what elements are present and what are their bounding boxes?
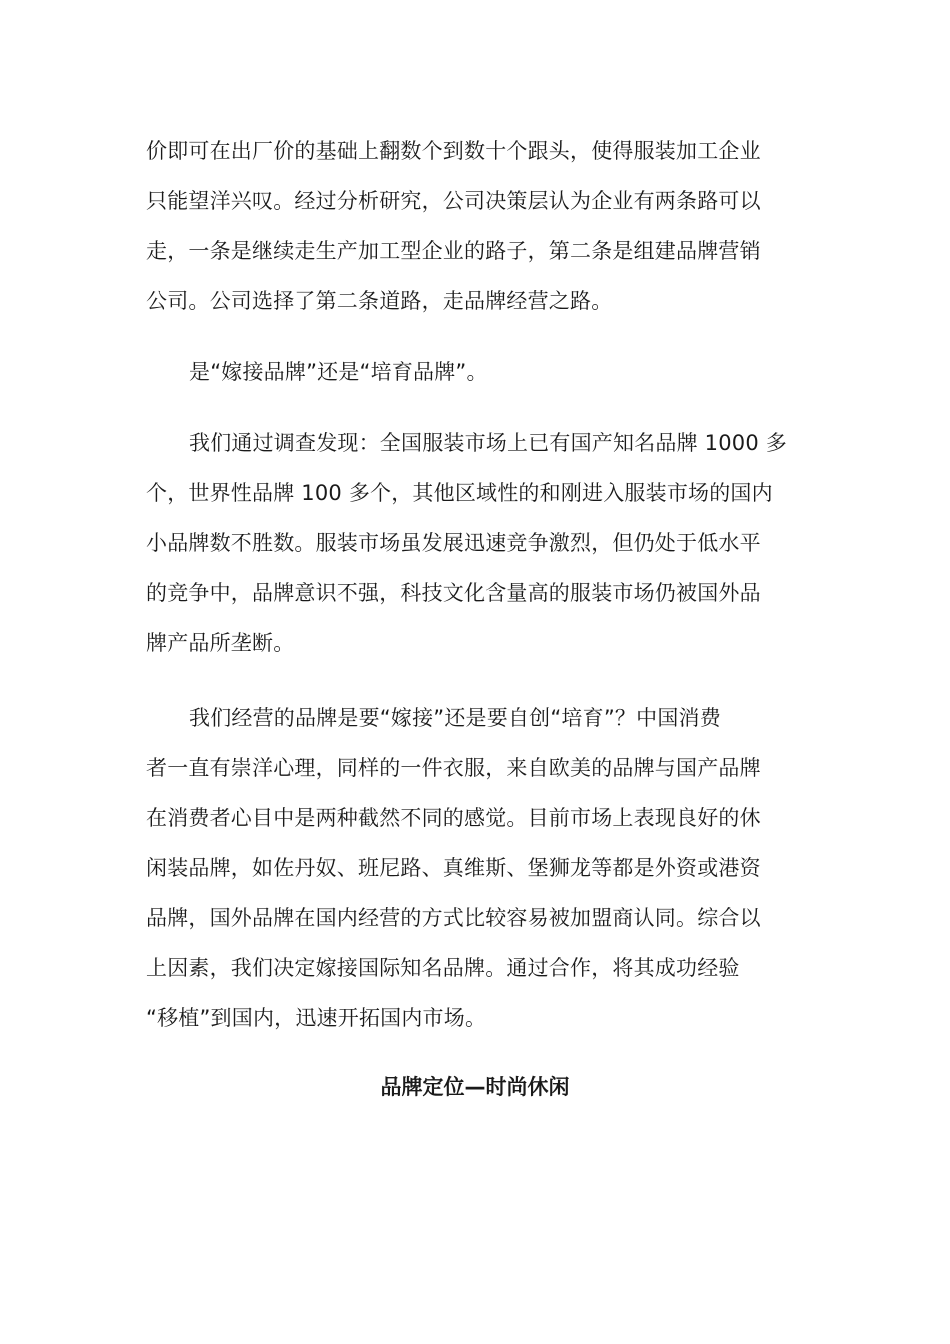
paragraph-2-line-1: 是“嫁接品牌”还是“培育品牌”。: [189, 360, 488, 384]
paragraph-1-line-2: 只能望洋兴叹。经过分析研究，公司决策层认为企业有两条路可以: [146, 189, 761, 213]
paragraph-4-line-1: 我们经营的品牌是要“嫁接”还是要自创“培育”？中国消费: [189, 706, 721, 730]
paragraph-1-line-3: 走，一条是继续走生产加工型企业的路子，第二条是组建品牌营销: [146, 239, 761, 263]
paragraph-3-line-3: 小品牌数不胜数。服装市场虽发展迅速竞争激烈，但仍处于低水平: [146, 531, 761, 555]
paragraph-4-line-4: 闲装品牌，如佐丹奴、班尼路、真维斯、堡狮龙等都是外资或港资: [146, 856, 761, 880]
paragraph-4-line-7: “移植”到国内，迅速开拓国内市场。: [146, 1006, 487, 1030]
paragraph-4-line-2: 者一直有崇洋心理，同样的一件衣服，来自欧美的品牌与国产品牌: [146, 756, 761, 780]
paragraph-1-line-4: 公司。公司选择了第二条道路，走品牌经营之路。: [146, 289, 613, 313]
paragraph-3-line-5: 牌产品所垄断。: [146, 631, 295, 655]
paragraph-3-line-1: 我们通过调查发现：全国服装市场上已有国产知名品牌 1000 多: [189, 431, 787, 455]
paragraph-4-line-6: 上因素，我们决定嫁接国际知名品牌。通过合作，将其成功经验: [146, 956, 740, 980]
paragraph-3-line-2: 个，世界性品牌 100 多个，其他区域性的和刚进入服装市场的国内: [146, 481, 773, 505]
paragraph-4-line-5: 品牌，国外品牌在国内经营的方式比较容易被加盟商认同。综合以: [146, 906, 761, 930]
paragraph-3-line-4: 的竞争中，品牌意识不强，科技文化含量高的服装市场仍被国外品: [146, 581, 761, 605]
section-heading: 品牌定位—时尚休闲: [380, 1075, 570, 1099]
paragraph-4-line-3: 在消费者心目中是两种截然不同的感觉。目前市场上表现良好的休: [146, 806, 761, 830]
paragraph-1-line-1: 价即可在出厂价的基础上翻数个到数十个跟头，使得服装加工企业: [146, 139, 761, 163]
